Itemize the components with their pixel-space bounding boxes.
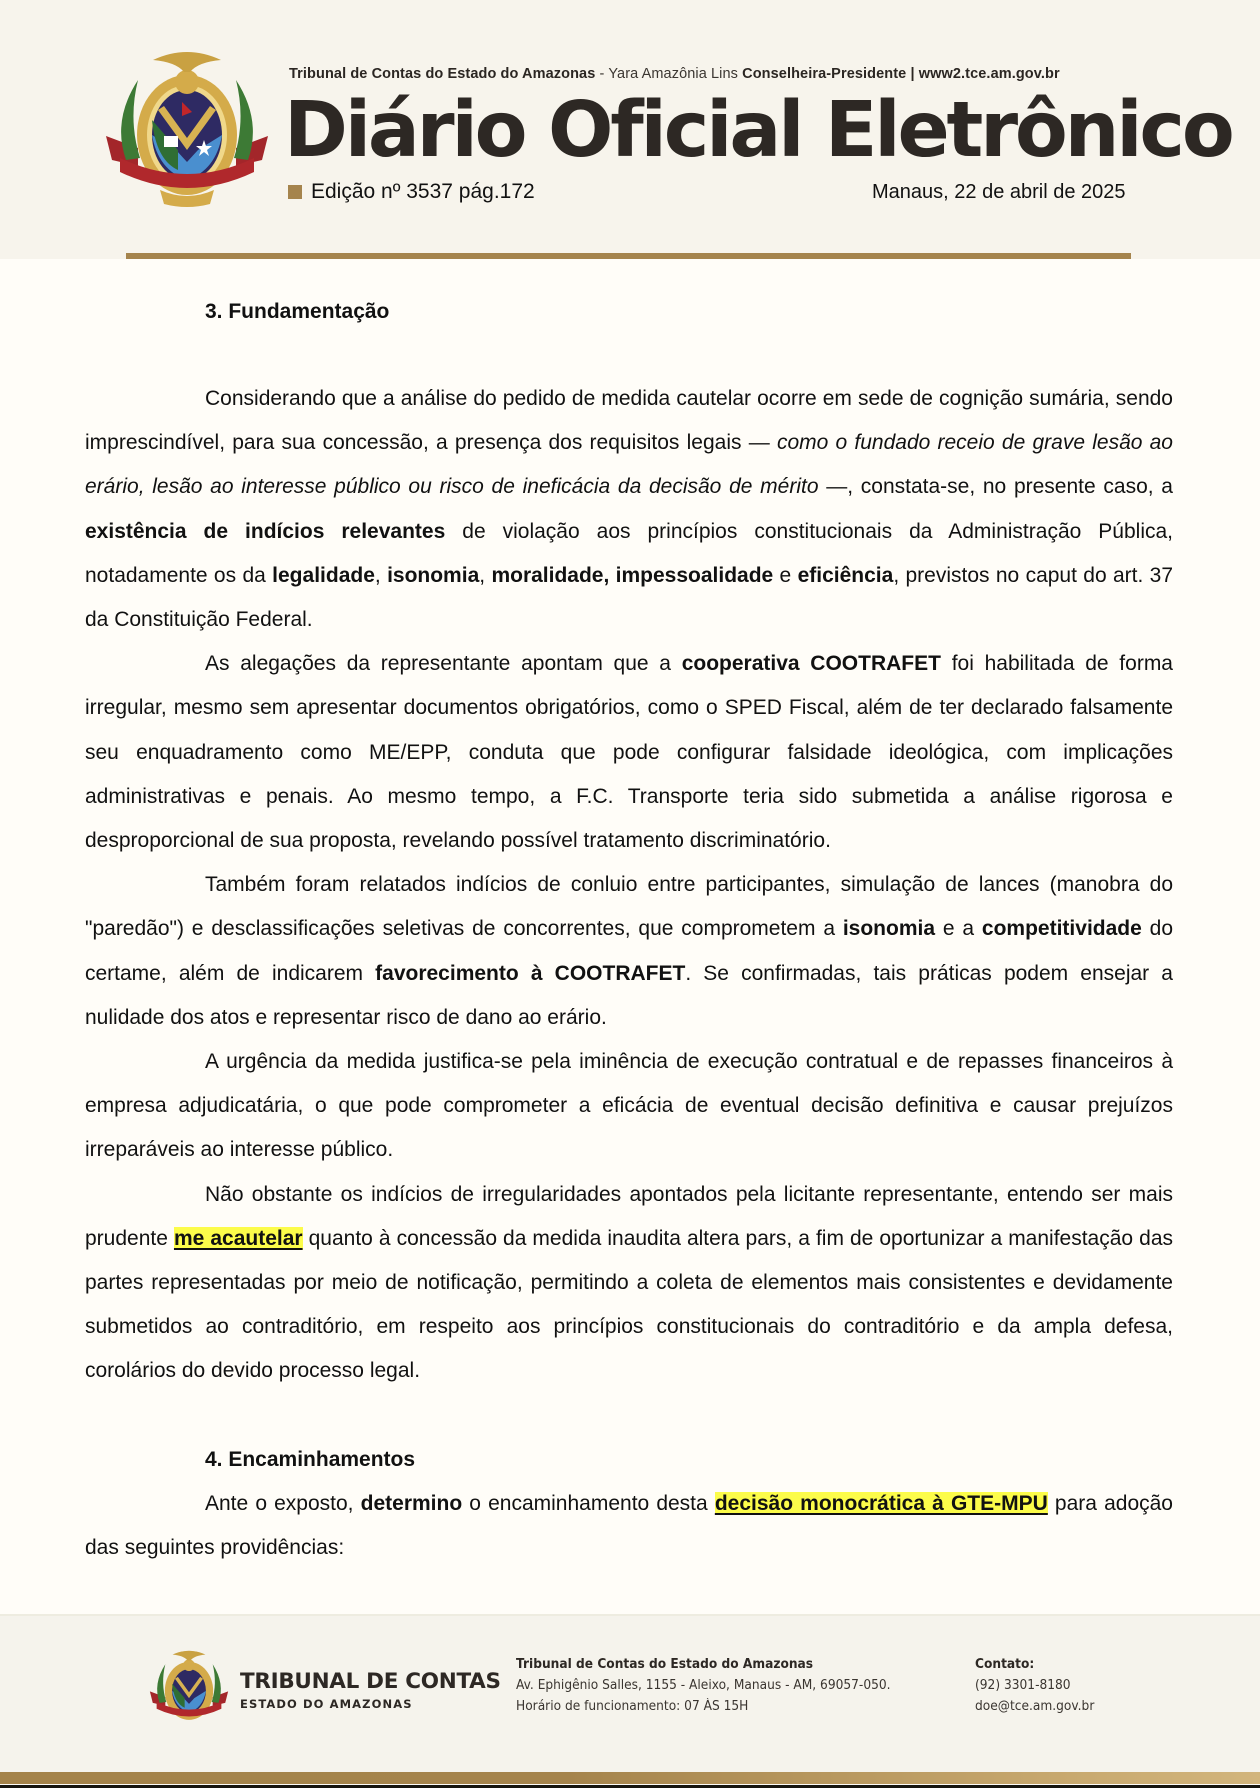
square-bullet-icon (288, 185, 302, 199)
footer-brand-title: TRIBUNAL DE CONTAS (240, 1669, 501, 1694)
publication-date: Manaus, 22 de abril de 2025 (872, 181, 1126, 203)
header-subtitle: Tribunal de Contas do Estado do Amazonas - Yara Amazônia Lins Conselheira-Presidente | www2.tce.am.gov.br (289, 66, 1060, 82)
business-hours: Horário de funcionamento: 07 ÀS 15H (516, 1699, 749, 1714)
president-role: Conselheira-Presidente (742, 66, 907, 82)
address-line: Av. Ephigênio Salles, 1155 - Aleixo, Manaus - AM, 69057-050. (516, 1678, 891, 1693)
institution-name: Tribunal de Contas do Estado do Amazonas (289, 66, 596, 82)
header-divider (126, 253, 1131, 259)
footer-brand-subtitle: ESTADO DO AMAZONAS (240, 1697, 413, 1711)
highlighted-text: me acautelar (173, 1226, 303, 1250)
coat-of-arms-icon (146, 1643, 232, 1729)
paragraph: Ante o exposto, determino o encaminhamento desta decisão monocrática à GTE-MPU para adoção das seguintes providências: (85, 1491, 1173, 1559)
paragraph: Também foram relatados indícios de conluio entre participantes, simulação de lances (manobra do "paredão") e desclassificações seletivas de concorrentes, que comprometem a isonomia e a competitividade do certame, além de indicarem favorecimento à COOTRAFET. Se confirmadas, tais práticas podem ensejar a nulidade dos atos e representar risco de dano ao erário. (85, 873, 1173, 1029)
paragraph: A urgência da medida justifica-se pela iminência de execução contratual e de repasses financeiros à empresa adjudicatária, o que pode comprometer a eficácia de eventual decisão definitiva e causar prejuízos irreparáveis ao interesse público. (85, 1050, 1173, 1162)
footer-accent-bar (0, 1772, 1260, 1784)
president-name: Yara Amazônia Lins (608, 66, 739, 82)
website-link[interactable]: www2.tce.am.gov.br (918, 66, 1060, 82)
contact-email[interactable]: doe@tce.am.gov.br (975, 1699, 1095, 1714)
section-heading-fundamentacao: 3. Fundamentação (205, 300, 390, 323)
footer-contact-block (975, 1654, 1102, 1717)
address-title: Tribunal de Contas do Estado do Amazonas (516, 1657, 814, 1672)
document-body (85, 290, 1173, 1570)
paragraph: Não obstante os indícios de irregularidades apontados pela licitante representante, entendo ser mais prudente me acautelar quanto à concessão da medida inaudita altera pars, a fim de oportunizar a manifestação das partes representadas por meio de notificação, permitindo a coleta de elementos mais consistentes e devidamente submetidos ao contraditório, em respeito aos princípios constitucionais do contraditório e da ampla defesa, corolários do devido processo legal. (85, 1182, 1173, 1383)
paragraph: Considerando que a análise do pedido de medida cautelar ocorre em sede de cognição sumária, sendo imprescindível, para sua concessão, a presença dos requisitos legais — como o fundado receio de grave lesão ao erário, lesão ao interesse público ou risco de ineficácia da decisão de mérito —, constata-se, no presente caso, a existência de indícios relevantes de violação aos princípios constitucionais da Administração Pública, notadamente os da legalidade, isonomia, moralidade, impessoalidade e eficiência, previstos no caput do art. 37 da Constituição Federal. (85, 387, 1174, 632)
edition-info (288, 180, 535, 204)
page-header (0, 0, 1260, 259)
edition-label: Edição nº 3537 pág.172 (311, 180, 535, 203)
footer-address-block (516, 1654, 914, 1717)
section-heading-encaminhamentos: 4. Encaminhamentos (205, 1447, 416, 1471)
masthead-title: Diário Oficial Eletrônico (284, 86, 1232, 175)
paragraph: As alegações da representante apontam que a cooperativa COOTRAFET foi habilitada de forma irregular, mesmo sem apresentar documentos obrigatórios, como o SPED Fiscal, além de ter declarado falsamente seu enquadramento como ME/EPP, conduta que pode configurar falsidade ideológica, com implicações administrativas e penais. Ao mesmo tempo, a F.C. Transporte teria sido submetida a análise rigorosa e desproporcional de sua proposta, revelando possível tratamento discriminatório. (85, 652, 1173, 853)
contact-title: Contato: (975, 1657, 1035, 1672)
coat-of-arms-icon (98, 40, 276, 210)
contact-phone[interactable]: (92) 3301-8180 (975, 1678, 1071, 1693)
highlighted-text: decisão monocrática à GTE-MPU (714, 1491, 1048, 1515)
